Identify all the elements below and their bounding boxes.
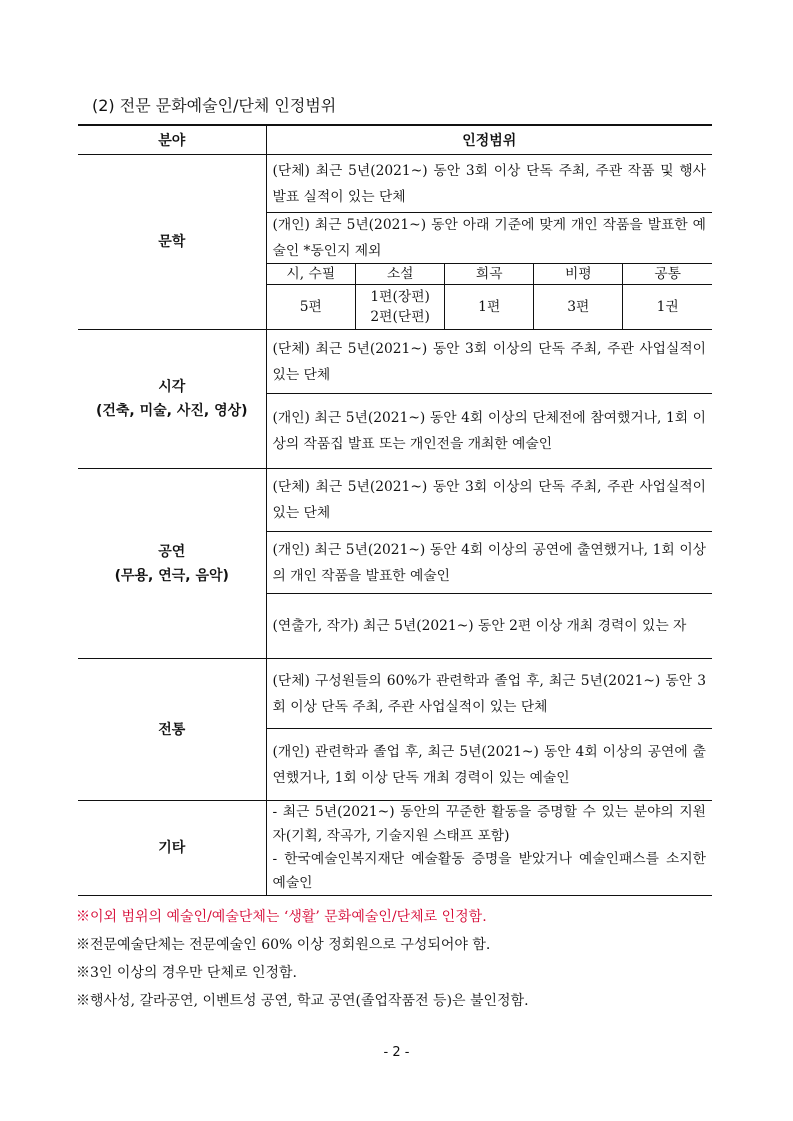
category-traditional: 전통 [78,659,266,801]
section-heading: (2) 전문 문화예술인/단체 인정범위 [92,96,337,115]
category-performance: 공연 (무용, 연극, 음악) [78,469,266,659]
criteria-header: 희곡 [445,264,534,285]
criteria-header: 공통 [623,264,712,285]
table-row-traditional [78,659,712,801]
scope-block: (개인) 최근 5년(2021~) 동안 4회 이상의 단체전에 참여했거나, 1회 이상의 작품집 발표 또는 개인전을 개최한 예술인 [272,410,706,452]
scope-etc [266,801,712,896]
criteria-value: 1편(장편) 2편(단편) [356,285,445,330]
scope-block: (연출가, 작가) 최근 5년(2021~) 동안 2편 이상 개최 경력이 있는 자 [272,618,687,634]
scope-visual [266,330,712,469]
criteria-header-row [267,264,713,285]
scope-block: (개인) 최근 5년(2021~) 동안 아래 기준에 맞게 개인 작품을 발표한 예술인 *동인지 제외 [272,217,706,259]
scope-traditional [266,659,712,801]
table-header-row [78,125,712,155]
note-item: ※3인 이상의 경우만 단체로 인정함. [76,965,297,981]
scope-block: (단체) 최근 5년(2021~) 동안 3회 이상의 단독 주최, 주관 사업실적이 있는 단체 [267,469,713,532]
category-visual: 시각 (건축, 미술, 사진, 영상) [78,330,266,469]
scope-literature [266,155,712,330]
scope-block: - 최근 5년(2021~) 동안의 꾸준한 활동을 증명할 수 있는 분야의 지원자(기획, 작곡가, 기술지원 스태프 포함) - 한국예술인복지재단 예술활동 증명을 받았거나 예술인패스를 소지한 예술인 [272,804,706,891]
scope-block: (개인) 관련학과 졸업 후, 최근 5년(2021~) 동안 4회 이상의 공연에 출연했거나, 1회 이상 단독 개최 경력이 있는 예술인 [272,743,706,786]
note-item: ※전문예술단체는 전문예술인 60% 이상 정회원으로 구성되어야 함. [76,937,491,953]
category-etc: 기타 [78,801,266,896]
page-number: - 2 - [383,1045,410,1060]
scope-block: (단체) 구성원들의 60%가 관련학과 졸업 후, 최근 5년(2021~) 동안 3회 이상 단독 주최, 주관 사업실적이 있는 단체 [267,659,713,729]
note-item: ※행사성, 갈라공연, 이벤트성 공연, 학교 공연(졸업작품전 등)은 불인정함. [76,993,529,1009]
literature-criteria-table [267,263,713,329]
scope-block: (단체) 최근 5년(2021~) 동안 3회 이상 단독 주최, 주관 작품 및 행사 발표 실적이 있는 단체 [267,155,713,213]
table-row-performance [78,469,712,659]
criteria-header: 비평 [534,264,623,285]
criteria-header: 시, 수필 [267,264,356,285]
recognition-scope-table [78,124,712,896]
scope-block: (개인) 최근 5년(2021~) 동안 4회 이상의 공연에 출연했거나, 1회 이상의 개인 작품을 발표한 예술인 [267,532,713,594]
category-literature: 문학 [78,155,266,330]
table-row-visual [78,330,712,469]
table-row-literature [78,155,712,330]
scope-performance [266,469,712,659]
col-header-field: 분야 [78,125,266,155]
criteria-value: 1편 [445,285,534,330]
note-item: ※이외 범위의 예술인/예술단체는 ‘생활’ 문화예술인/단체로 인정함. [76,909,487,925]
col-header-scope: 인정범위 [266,125,712,155]
criteria-value-row [267,285,713,330]
criteria-header: 소설 [356,264,445,285]
notes [76,903,529,1015]
criteria-value: 1권 [623,285,712,330]
scope-block: (단체) 최근 5년(2021~) 동안 3회 이상의 단독 주최, 주관 사업실적이 있는 단체 [267,330,713,394]
table-row-etc [78,801,712,896]
criteria-value: 5편 [267,285,356,330]
criteria-value: 3편 [534,285,623,330]
